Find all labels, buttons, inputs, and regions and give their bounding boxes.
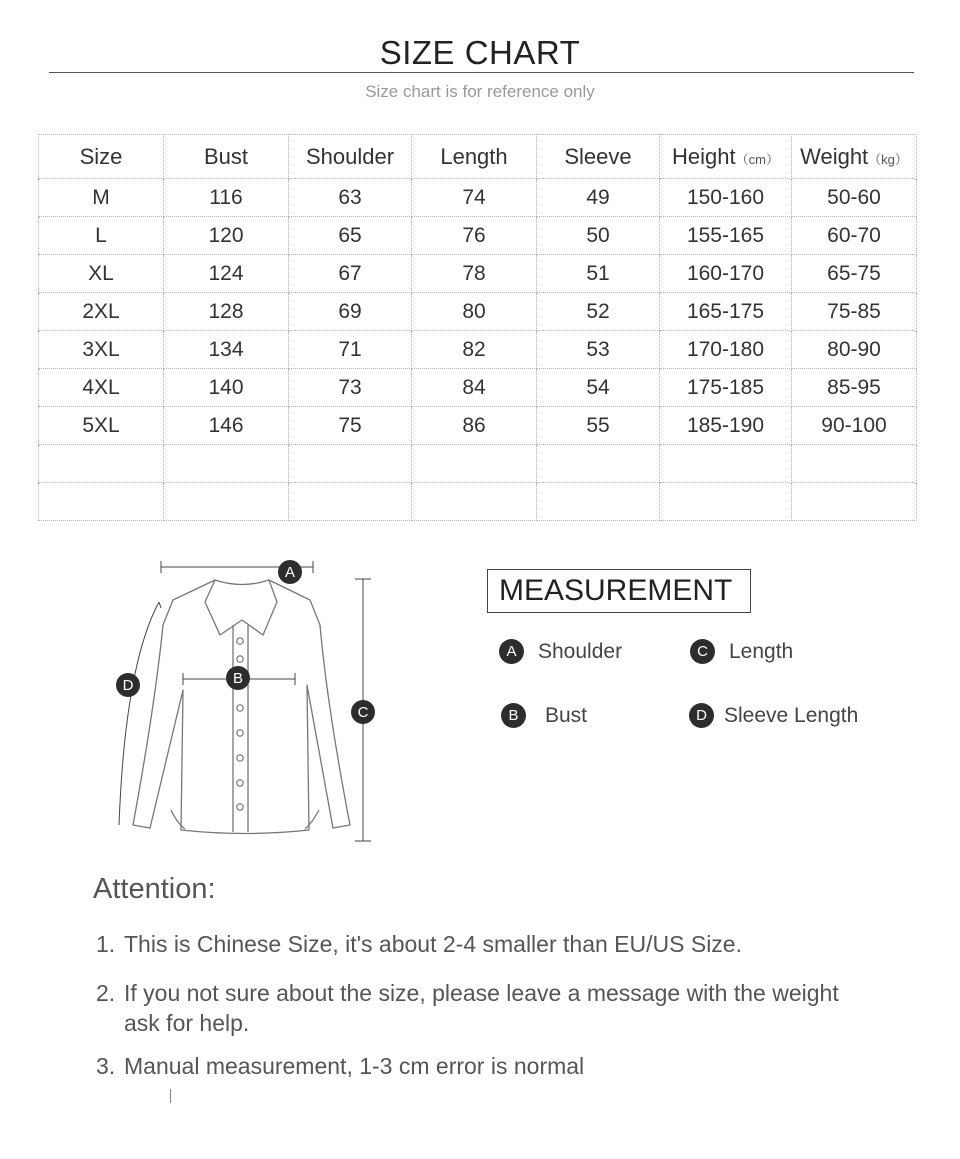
table-row <box>39 445 917 483</box>
size-table <box>38 134 917 521</box>
table-cell: 2XL <box>39 293 164 331</box>
note-number: 3. <box>96 1053 116 1079</box>
table-cell: 53 <box>537 331 660 369</box>
table-cell: 86 <box>412 407 537 445</box>
table-cell <box>164 483 289 521</box>
text-cursor <box>170 1089 171 1103</box>
table-row <box>39 407 917 445</box>
table-cell: 146 <box>164 407 289 445</box>
note-number: 2. <box>96 980 116 1006</box>
attention-note-3 <box>96 1051 896 1081</box>
table-cell: 55 <box>537 407 660 445</box>
diagram-marker-c <box>351 700 375 724</box>
table-cell: 78 <box>412 255 537 293</box>
diagram-marker-d <box>116 673 140 697</box>
weight-unit: （kg） <box>868 151 908 167</box>
note-number: 1. <box>96 931 116 957</box>
table-cell: 128 <box>164 293 289 331</box>
table-cell: 84 <box>412 369 537 407</box>
table-cell: 80-90 <box>792 331 917 369</box>
badge-b: B <box>501 703 526 728</box>
table-cell <box>164 445 289 483</box>
table-cell: 74 <box>412 179 537 217</box>
shirt-outline <box>133 580 350 834</box>
table-cell: 67 <box>289 255 412 293</box>
table-row <box>39 331 917 369</box>
column-header-height: Height（cm） <box>660 135 792 179</box>
table-cell: 120 <box>164 217 289 255</box>
legend-item-bust <box>501 703 587 728</box>
badge-a: A <box>499 639 524 664</box>
column-header-bust: Bust <box>164 135 289 179</box>
diagram-marker-b <box>226 666 250 690</box>
table-cell: 134 <box>164 331 289 369</box>
table-cell: 71 <box>289 331 412 369</box>
table-cell: 3XL <box>39 331 164 369</box>
table-cell: 82 <box>412 331 537 369</box>
table-cell: 4XL <box>39 369 164 407</box>
title-divider <box>49 72 914 73</box>
table-cell: 116 <box>164 179 289 217</box>
legend-label: Length <box>729 639 794 663</box>
diagram-marker-a <box>278 560 302 584</box>
legend-item-sleeve-length <box>689 703 858 728</box>
legend-item-length <box>690 639 793 664</box>
svg-text:B: B <box>232 670 244 687</box>
table-cell: 5XL <box>39 407 164 445</box>
table-cell: 185-190 <box>660 407 792 445</box>
shirt-collar <box>205 580 277 635</box>
table-row <box>39 179 917 217</box>
attention-note-2 <box>96 978 856 1038</box>
table-cell <box>660 483 792 521</box>
table-cell: 49 <box>537 179 660 217</box>
attention-title: Attention: <box>93 873 216 905</box>
table-cell: M <box>39 179 164 217</box>
table-row <box>39 483 917 521</box>
table-cell <box>412 445 537 483</box>
svg-text:A: A <box>284 564 296 581</box>
table-cell: 65 <box>289 217 412 255</box>
table-row <box>39 255 917 293</box>
table-cell: 90-100 <box>792 407 917 445</box>
legend-label: Sleeve Length <box>724 703 859 727</box>
table-cell <box>289 483 412 521</box>
table-cell: 155-165 <box>660 217 792 255</box>
column-header-weight: Weight（kg） <box>792 135 917 179</box>
sleeve-measure-line <box>119 602 161 825</box>
table-cell: 52 <box>537 293 660 331</box>
page-subtitle: Size chart is for reference only <box>365 82 595 101</box>
table-cell <box>792 483 917 521</box>
table-cell: XL <box>39 255 164 293</box>
legend-item-shoulder <box>499 639 622 664</box>
table-cell: 170-180 <box>660 331 792 369</box>
table-cell: 175-185 <box>660 369 792 407</box>
table-cell: 160-170 <box>660 255 792 293</box>
table-row <box>39 217 917 255</box>
table-cell: 65-75 <box>792 255 917 293</box>
badge-c: C <box>690 639 715 664</box>
table-cell <box>537 445 660 483</box>
table-cell: 73 <box>289 369 412 407</box>
table-cell: 80 <box>412 293 537 331</box>
svg-text:C: C <box>357 704 369 721</box>
table-cell: 140 <box>164 369 289 407</box>
page-title: SIZE CHART <box>379 34 581 71</box>
table-cell: 76 <box>412 217 537 255</box>
table-cell: 51 <box>537 255 660 293</box>
height-unit: （cm） <box>735 151 779 167</box>
note-text: If you not sure about the size, please leave a message with the weight ask for help. <box>124 980 839 1036</box>
table-cell: 54 <box>537 369 660 407</box>
table-cell: 165-175 <box>660 293 792 331</box>
table-cell <box>660 445 792 483</box>
legend-label: Shoulder <box>538 639 623 663</box>
note-text: Manual measurement, 1-3 cm error is normal <box>124 1053 585 1079</box>
table-cell: 60-70 <box>792 217 917 255</box>
table-cell <box>39 445 164 483</box>
measurement-title: MEASUREMENT <box>487 569 751 613</box>
table-header-row <box>39 135 917 179</box>
attention-note-1 <box>96 929 896 959</box>
table-cell: 124 <box>164 255 289 293</box>
table-body <box>39 179 917 521</box>
note-text: This is Chinese Size, it's about 2-4 smaller than EU/US Size. <box>124 931 742 957</box>
table-cell <box>412 483 537 521</box>
table-cell <box>289 445 412 483</box>
svg-text:D: D <box>122 677 134 694</box>
table-cell: L <box>39 217 164 255</box>
table-cell: 75 <box>289 407 412 445</box>
badge-d: D <box>689 703 714 728</box>
table-cell: 50 <box>537 217 660 255</box>
table-cell: 63 <box>289 179 412 217</box>
column-header-shoulder: Shoulder <box>289 135 412 179</box>
table-cell: 50-60 <box>792 179 917 217</box>
table-cell: 69 <box>289 293 412 331</box>
table-cell: 150-160 <box>660 179 792 217</box>
legend-label: Bust <box>545 703 588 727</box>
shirt-diagram <box>95 555 395 850</box>
table-cell: 75-85 <box>792 293 917 331</box>
table-row <box>39 369 917 407</box>
table-cell <box>792 445 917 483</box>
table-cell <box>39 483 164 521</box>
table-cell <box>537 483 660 521</box>
column-header-size: Size <box>39 135 164 179</box>
column-header-sleeve: Sleeve <box>537 135 660 179</box>
column-header-length: Length <box>412 135 537 179</box>
table-row <box>39 293 917 331</box>
table-cell: 85-95 <box>792 369 917 407</box>
